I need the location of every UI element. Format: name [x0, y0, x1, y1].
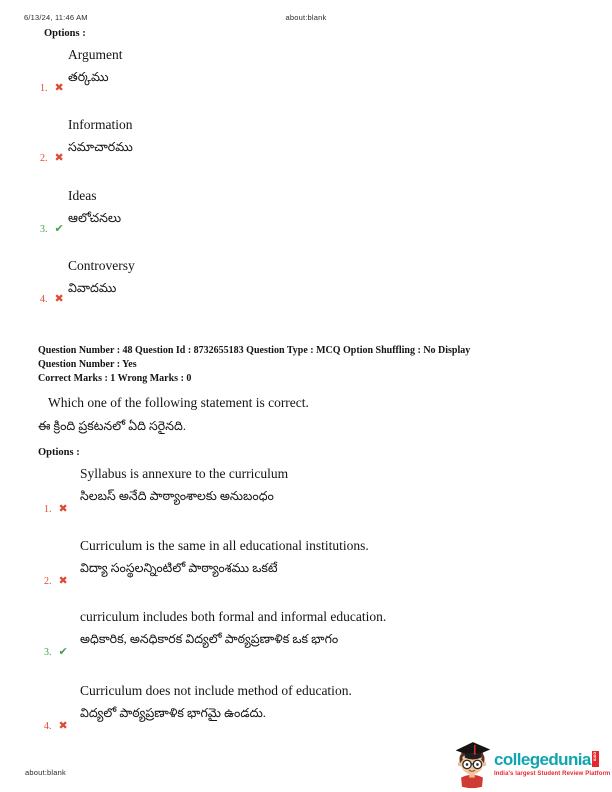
- question-text-telugu: ఈ క్రింది ప్రకటనలో ఏది సరైనది.: [38, 419, 186, 433]
- option-row: [44, 465, 289, 515]
- option-text-telugu: విద్యా సంస్థలన్నింటిలో పాఠ్యాంశము ఒకటే: [80, 561, 278, 575]
- option-text-telugu: తర్కము: [68, 70, 109, 84]
- print-header-title: about:blank: [285, 13, 327, 22]
- incorrect-mark-icon: ✖: [54, 151, 64, 164]
- option-number: 2.: [40, 153, 48, 164]
- logo-tagline: India's largest Student Review Platform: [494, 771, 611, 777]
- option-text-telugu: సిలబస్ అనేది పాఠ్యాంశాలకు అనుబంధం: [80, 489, 274, 503]
- question-meta-line: Question Number : Yes: [38, 359, 137, 370]
- option-row: [40, 187, 122, 235]
- option-row: [44, 608, 387, 658]
- option-text-english: Curriculum does not include method of education.: [80, 683, 352, 698]
- print-header-datetime: 6/13/24, 11:46 AM: [24, 13, 88, 22]
- question-meta-line: Correct Marks : 1 Wrong Marks : 0: [38, 373, 192, 384]
- incorrect-mark-icon: ✖: [58, 574, 68, 587]
- option-number: 4.: [44, 721, 52, 732]
- option-status: [44, 571, 68, 589]
- question-metadata: [38, 344, 583, 386]
- option-number: 2.: [44, 576, 52, 587]
- correct-mark-icon: ✔: [58, 645, 68, 658]
- question-meta-line: Question Number : 48 Question Id : 8732655183 Question Type : MCQ Option Shuffling : No Display: [38, 345, 471, 356]
- incorrect-mark-icon: ✖: [54, 292, 64, 305]
- option-number: 1.: [40, 83, 48, 94]
- option-text-english: Argument: [68, 47, 123, 62]
- options-label: Options :: [38, 447, 80, 458]
- option-number: 4.: [40, 294, 48, 305]
- option-text-english: Controversy: [68, 258, 135, 273]
- logo-wordmark: collegedunia: [494, 750, 591, 769]
- option-text-english: Syllabus is annexure to the curriculum: [80, 466, 289, 481]
- option-text-english: Curriculum is the same in all educational institutions.: [80, 538, 369, 553]
- collegedunia-logo: [452, 739, 612, 789]
- option-status: [40, 219, 64, 237]
- option-text-english: Information: [68, 117, 133, 132]
- option-row: [40, 116, 133, 164]
- option-text-telugu: వివాదము: [68, 281, 117, 295]
- option-status: [40, 78, 64, 96]
- option-row: [44, 537, 369, 587]
- incorrect-mark-icon: ✖: [58, 502, 68, 515]
- print-footer-url: about:blank: [25, 768, 66, 777]
- logo-suffix: com: [592, 751, 599, 767]
- option-text-telugu: సమాచారము: [68, 140, 133, 154]
- option-row: [40, 257, 135, 305]
- option-status: [40, 148, 64, 166]
- option-number: 1.: [44, 504, 52, 515]
- option-text-english: Ideas: [68, 188, 97, 203]
- incorrect-mark-icon: ✖: [54, 81, 64, 94]
- incorrect-mark-icon: ✖: [58, 719, 68, 732]
- option-number: 3.: [40, 224, 48, 235]
- option-number: 3.: [44, 647, 52, 658]
- question-text-english: Which one of the following statement is correct.: [48, 395, 309, 410]
- mascot-icon: [452, 739, 492, 789]
- option-row: [40, 46, 123, 94]
- option-text-telugu: విద్యలో పాఠ్యప్రణాళిక భాగమై ఉండదు.: [80, 706, 266, 720]
- option-text-english: curriculum includes both formal and informal education.: [80, 609, 387, 624]
- option-status: [40, 289, 64, 307]
- option-status: [44, 716, 68, 734]
- correct-mark-icon: ✔: [54, 222, 64, 235]
- option-text-telugu: ఆలోచనలు: [68, 211, 122, 225]
- option-status: [44, 499, 68, 517]
- option-text-telugu: అధికారిక, అనధికారక విద్యలో పాఠ్యప్రణాళిక ఒక భాగం: [80, 632, 339, 646]
- option-row: [44, 682, 352, 732]
- options-label: Options :: [44, 28, 86, 39]
- option-status: [44, 642, 68, 660]
